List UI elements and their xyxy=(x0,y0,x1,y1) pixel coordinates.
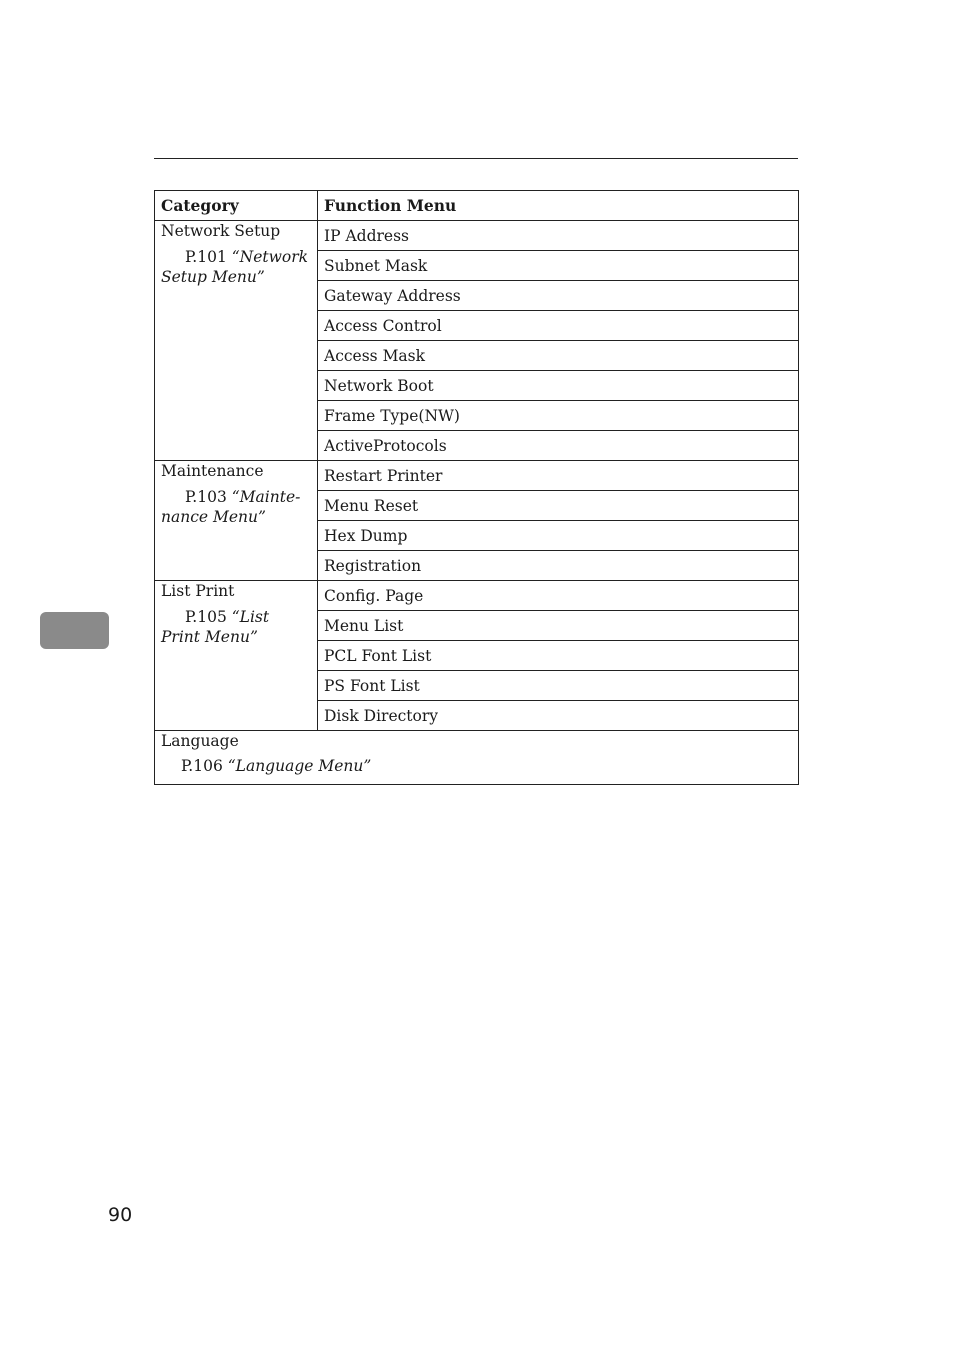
table-header-row xyxy=(155,191,799,221)
table-row xyxy=(155,731,799,785)
reference-title: “Network Setup Menu” xyxy=(161,248,309,286)
table-row xyxy=(155,221,799,251)
reference-page: P.106 xyxy=(181,757,228,775)
function-menu-header: Function Menu xyxy=(318,191,799,221)
function-item: Access Mask xyxy=(318,341,799,371)
category-name: Maintenance xyxy=(161,462,264,480)
reference-title: “Language Menu” xyxy=(227,757,372,775)
category-reference xyxy=(161,247,311,287)
category-reference xyxy=(161,607,311,647)
category-name: Language xyxy=(161,732,239,750)
category-cell-maintenance xyxy=(155,461,318,581)
function-item: Gateway Address xyxy=(318,281,799,311)
reference-title: “Mainte-nance Menu” xyxy=(161,488,301,526)
header-rule xyxy=(154,158,798,159)
function-item: Menu Reset xyxy=(318,491,799,521)
function-item: Subnet Mask xyxy=(318,251,799,281)
function-item: Access Control xyxy=(318,311,799,341)
reference-page: P.105 xyxy=(185,608,232,626)
function-item: PS Font List xyxy=(318,671,799,701)
function-item: IP Address xyxy=(318,221,799,251)
function-item: Registration xyxy=(318,551,799,581)
reference-title: “List Print Menu” xyxy=(161,608,270,646)
category-reference xyxy=(161,487,311,527)
page-number: 90 xyxy=(108,1204,133,1226)
function-item: ActiveProtocols xyxy=(318,431,799,461)
function-item: Config. Page xyxy=(318,581,799,611)
category-cell-list-print xyxy=(155,581,318,731)
table-row xyxy=(155,461,799,491)
reference-page: P.101 xyxy=(185,248,232,266)
function-menu-table xyxy=(154,190,799,785)
chapter-tab-marker xyxy=(40,612,109,649)
category-reference xyxy=(161,756,792,776)
category-header: Category xyxy=(155,191,318,221)
category-name: Network Setup xyxy=(161,222,281,240)
category-cell-language xyxy=(155,731,799,785)
function-item: Network Boot xyxy=(318,371,799,401)
category-name: List Print xyxy=(161,582,235,600)
function-item: Hex Dump xyxy=(318,521,799,551)
category-cell-network-setup xyxy=(155,221,318,461)
function-item: Frame Type(NW) xyxy=(318,401,799,431)
function-item: PCL Font List xyxy=(318,641,799,671)
table-row xyxy=(155,581,799,611)
function-item: Disk Directory xyxy=(318,701,799,731)
function-item: Restart Printer xyxy=(318,461,799,491)
reference-page: P.103 xyxy=(185,488,232,506)
function-item: Menu List xyxy=(318,611,799,641)
